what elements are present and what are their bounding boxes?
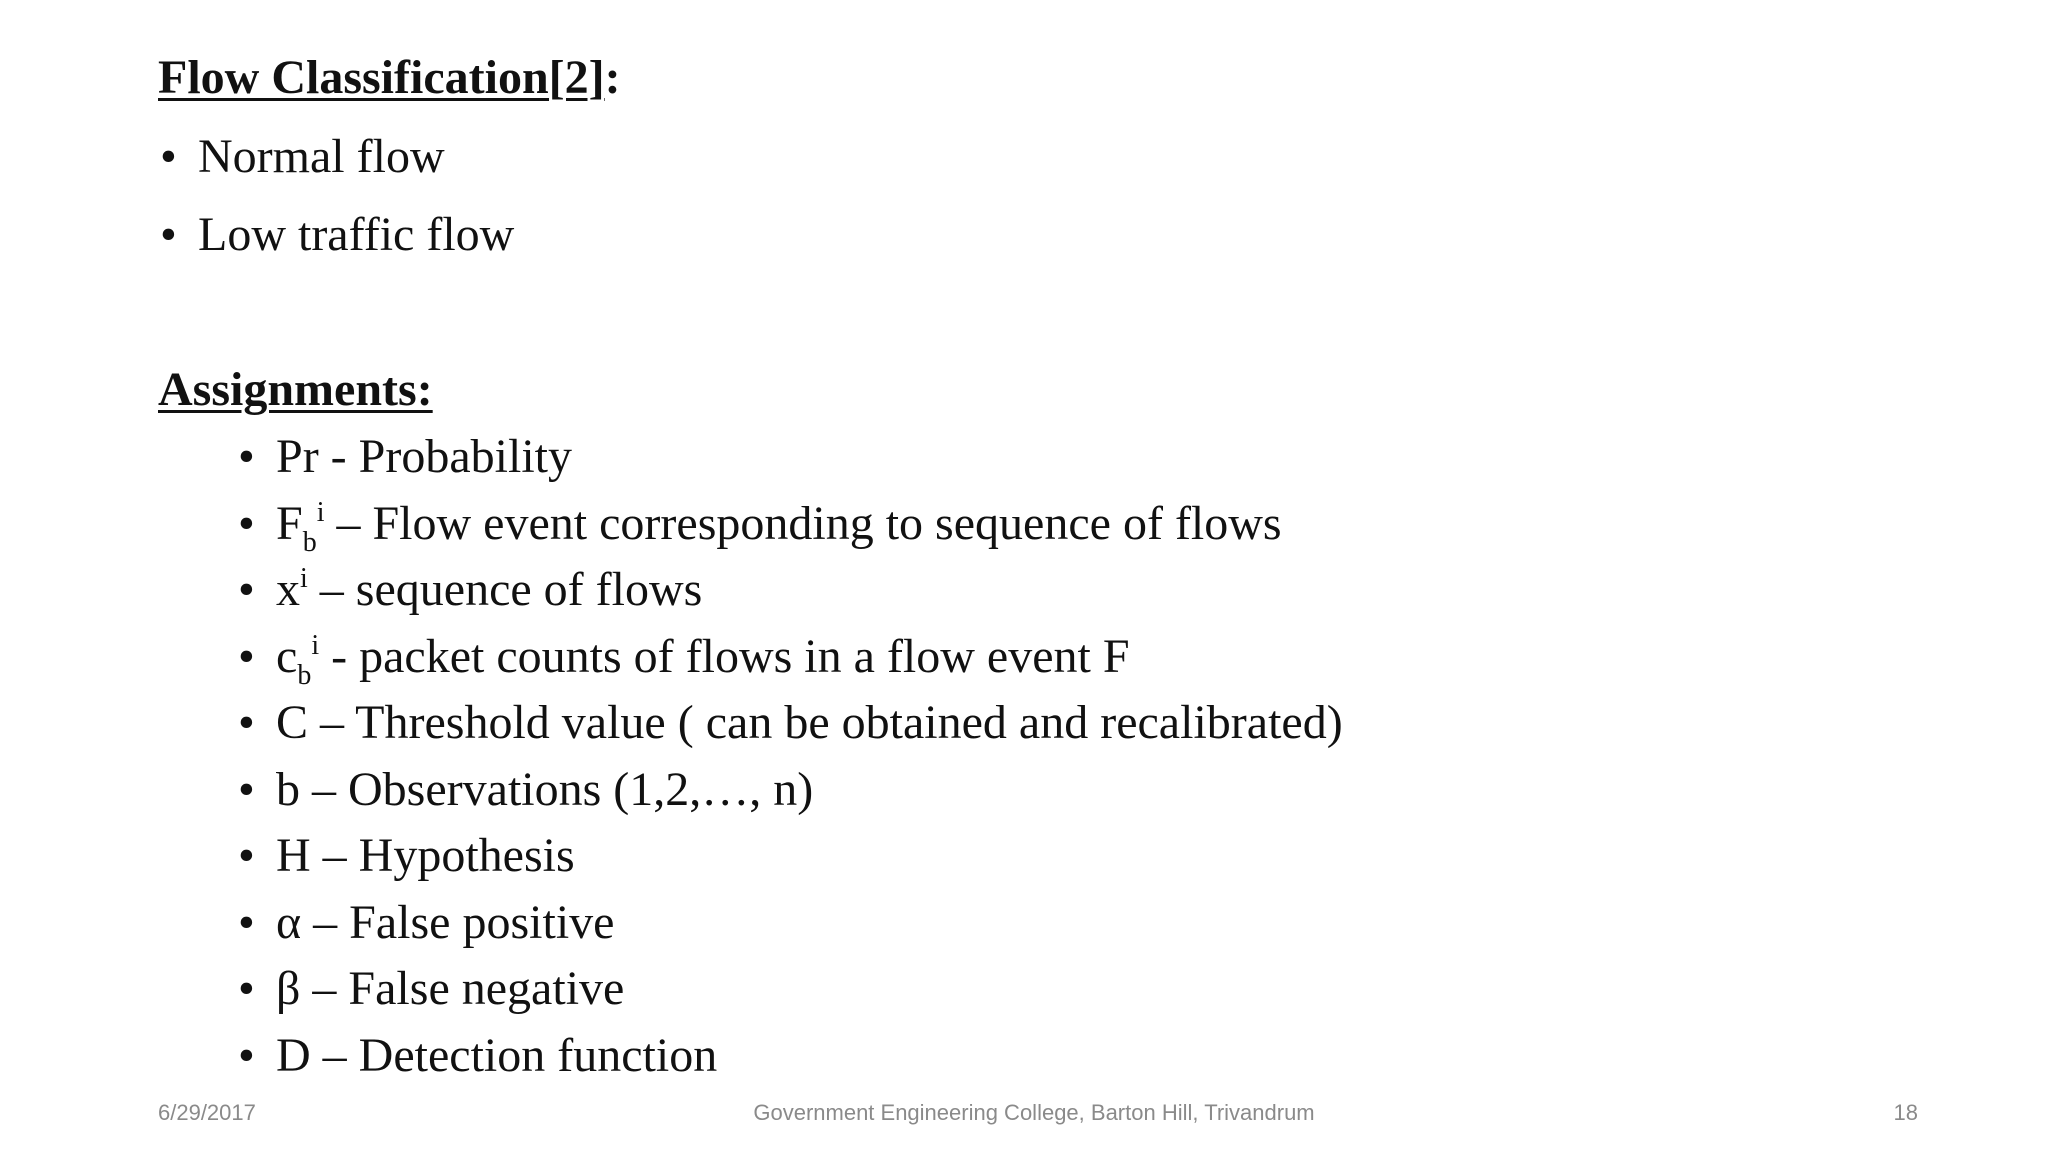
flow-classification-heading-colon: :: [604, 51, 621, 104]
list-item: • Low traffic flow: [160, 204, 514, 282]
item-text: – Flow event corresponding to sequence of flows: [324, 496, 1282, 550]
flow-classification-list: [160, 126, 514, 282]
list-item: [238, 559, 1343, 626]
list-item: [238, 626, 1343, 693]
item-symbol: c: [276, 629, 298, 683]
item-symbol: F: [276, 496, 303, 550]
item-superscript: i: [300, 563, 308, 594]
list-item: [238, 493, 1343, 560]
item-text: H – Hypothesis: [276, 829, 575, 882]
item-subscript: b: [297, 659, 312, 691]
item-text: – sequence of flows: [307, 563, 703, 616]
item-superscript: i: [311, 629, 320, 661]
item-text: β – False negative: [276, 962, 625, 1015]
list-item: [238, 825, 1343, 892]
flow-classification-heading: [158, 50, 621, 106]
item-symbol: x: [276, 563, 300, 616]
list-item: [238, 958, 1343, 1025]
list-item: [238, 892, 1343, 959]
assignments-heading: [158, 362, 433, 418]
footer-organization: Government Engineering College, Barton Hill, Trivandrum: [753, 1100, 1315, 1125]
flow-classification-heading-text: Flow Classification[2]: [158, 51, 605, 104]
list-item: [238, 759, 1343, 826]
item-superscript: i: [316, 496, 325, 528]
item-text: b – Observations (1,2,…, n): [276, 762, 814, 816]
item-text: C – Threshold value ( can be obtained and recalibrated): [276, 696, 1343, 749]
list-item: [238, 1025, 1343, 1092]
item-text: D – Detection function: [276, 1028, 718, 1082]
item-subscript: b: [302, 526, 317, 558]
item-text: α – False positive: [276, 895, 615, 949]
item-text: Pr - Probability: [276, 430, 572, 483]
list-item: [238, 426, 1343, 493]
list-item: • Normal flow: [160, 126, 514, 204]
assignments-heading-text: Assignments:: [158, 363, 433, 416]
footer-date: 6/29/2017: [158, 1100, 256, 1125]
footer-page-number: 18: [1893, 1100, 1918, 1125]
assignments-list: [238, 426, 1343, 1091]
list-item: [238, 692, 1343, 759]
item-text: - packet counts of flows in a flow event F: [319, 629, 1130, 683]
